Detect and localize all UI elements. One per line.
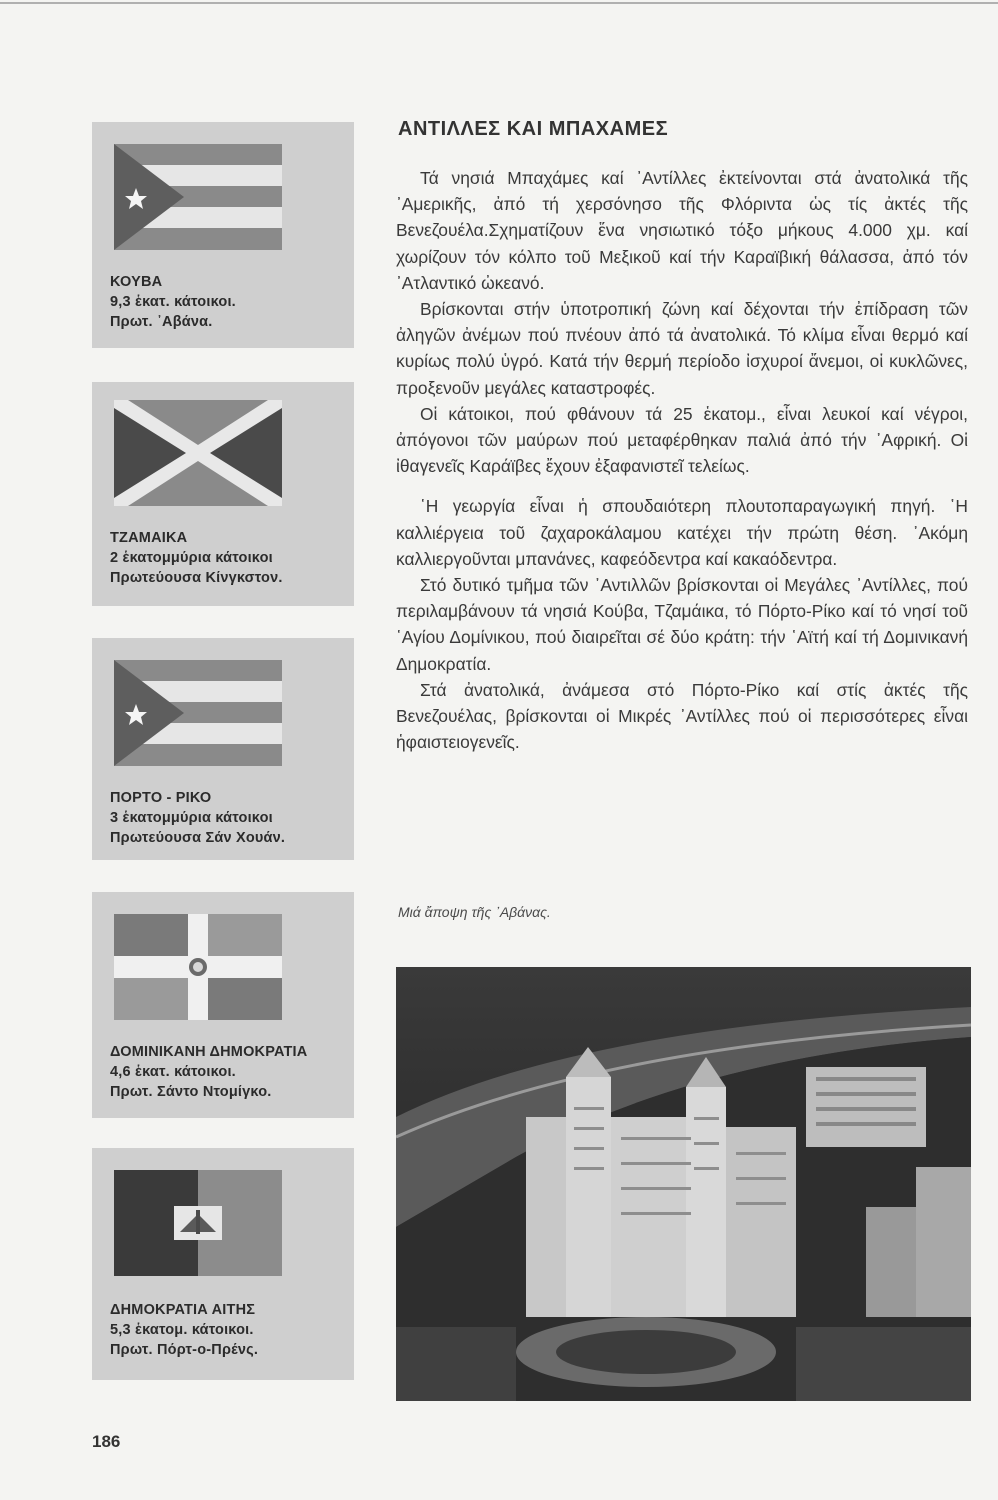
flag-population: 5,3 ἑκατομ. κάτοικοι. bbox=[110, 1322, 254, 1338]
flag-name: ΤΖΑΜΑΙΚΑ bbox=[110, 530, 188, 546]
paragraph: Οἱ κάτοικοι, πού φθάνουν τά 25 ἑκατομ., εἶναι λευκοί καί νέγροι, ἀπόγονοι τῶν μαύρων πού μεταφέρθηκαν παλιά ἀπό τήν ᾿Αφρική. Οἱ ἰθαγενεῖς Καράϊβες ἔχουν ἐξαφανιστεῖ τελείως. bbox=[396, 403, 968, 477]
jamaica-flag-icon bbox=[114, 400, 282, 506]
paragraph: Τά νησιά Μπαχάμες καί ᾿Αντίλλες ἐκτείνονται στά ἀνατολικά τῆς ᾿Αμερικῆς, ἀπό τή χερσόνησο τῆς Φλόριντα ὡς τίς ἀκτές τῆς Βενεζουέλα.Σχηματίζουν ἕνα νησιωτικό τόξο μήκους 4.000 χμ. καί χωρίζουν τόν κόλπο τοῦ Μεξικοῦ καί τήν Καραϊβική θάλασσα, ἀπό τόν ᾿Ατλαντικό ὠκεανό. bbox=[396, 168, 968, 293]
flag-card-jamaica bbox=[92, 382, 354, 606]
flag-capital: Πρωτ. Πόρτ-ο-Πρένς. bbox=[110, 1342, 259, 1358]
flag-population: 3 ἑκατομμύρια κάτοικοι bbox=[110, 810, 273, 826]
flag-card-haiti bbox=[92, 1148, 354, 1380]
flag-capital: Πρωτεύουσα Σάν Χουάν. bbox=[110, 830, 286, 846]
flag-name: ΔΟΜΙΝΙΚΑΝΗ ΔΗΜΟΚΡΑΤΙΑ bbox=[110, 1044, 308, 1060]
flag-population: 9,3 ἑκατ. κάτοικοι. bbox=[110, 294, 236, 310]
flag-card-cuba bbox=[92, 122, 354, 348]
puerto-rico-flag-icon bbox=[114, 660, 282, 766]
paragraph: Στά ἀνατολικά, ἀνάμεσα στό Πόρτο-Ρίκο καί στίς ἀκτές τῆς Βενεζουέλας, βρίσκονται οἱ Μικρές ᾿Αντίλλες πού οἱ περισσότερες εἶναι ἡφαιστειογενεῖς. bbox=[396, 679, 968, 753]
flag-name: ΚΟΥΒΑ bbox=[110, 274, 163, 290]
flag-name: ΠΟΡΤΟ - ΡΙΚΟ bbox=[110, 790, 212, 806]
flag-card-puerto-rico bbox=[92, 638, 354, 860]
photo-caption: Μιά ἄποψη τῆς ᾿Αβάνας. bbox=[398, 904, 551, 920]
paragraph: Στό δυτικό τμῆμα τῶν ᾿Αντιλλῶν βρίσκονται οἱ Μεγάλες ᾿Αντίλλες, πού περιλαμβάνουν τά νησιά Κούβα, Τζαμάικα, τό Πόρτο-Ρίκο καί τό νησί τοῦ ῾Αγίου Δομίνικου, πού διαιρεῖται σέ δύο κράτη: τήν ῾Αϊτή καί τή Δομινικανή Δημοκρατία. bbox=[396, 575, 968, 674]
dominican-flag-icon bbox=[114, 914, 282, 1020]
flag-capital: Πρωτ. ᾿Αβάνα. bbox=[110, 314, 213, 330]
flag-card-dominican-republic bbox=[92, 892, 354, 1118]
paragraph: ῾Η γεωργία εἶναι ἡ σπουδαιότερη πλουτοπαραγωγική πηγή. ῾Η καλλιέργεια τοῦ ζαχαροκάλαμου κατέχει τήν πρώτη θέση. ᾿Ακόμη καλλιεργοῦνται μπανάνες, καφεόδεντρα καί κακαόδεντρα. bbox=[396, 496, 968, 569]
flag-population: 4,6 ἑκατ. κάτοικοι. bbox=[110, 1064, 236, 1080]
section-heading: ΑΝΤΙΛΛΕΣ ΚΑΙ ΜΠΑΧΑΜΕΣ bbox=[398, 118, 669, 140]
paragraph: Βρίσκονται στήν ὑποτροπική ζώνη καί δέχονται τήν ἐπίδραση τῶν ἀληγῶν ἀνέμων πού πνέουν ἀπό τά ἀνατολικά. Τό κλίμα εἶναι θερμό καί κυρίως πολύ ὑγρό. Κατά τήν θερμή περίοδο ἰσχυροί ἄνεμοι, οἱ κυκλῶνες, προξενοῦν μεγάλες καταστροφές. bbox=[396, 299, 968, 398]
flag-name: ΔΗΜΟΚΡΑΤΙΑ ΑΙΤΗΣ bbox=[110, 1302, 256, 1318]
havana-photo bbox=[396, 967, 971, 1401]
flag-capital: Πρωτ. Σάντο Ντομίγκο. bbox=[110, 1084, 272, 1100]
havana-photo-image bbox=[396, 967, 971, 1401]
haiti-flag-icon bbox=[114, 1170, 282, 1276]
cuba-flag-icon bbox=[114, 144, 282, 250]
flag-population: 2 ἑκατομμύρια κάτοικοι bbox=[110, 550, 273, 566]
flag-capital: Πρωτεύουσα Κίνγκστον. bbox=[110, 570, 283, 586]
page-number: 186 bbox=[92, 1432, 121, 1451]
body-text bbox=[396, 165, 968, 755]
page-top-rule bbox=[0, 2, 998, 4]
